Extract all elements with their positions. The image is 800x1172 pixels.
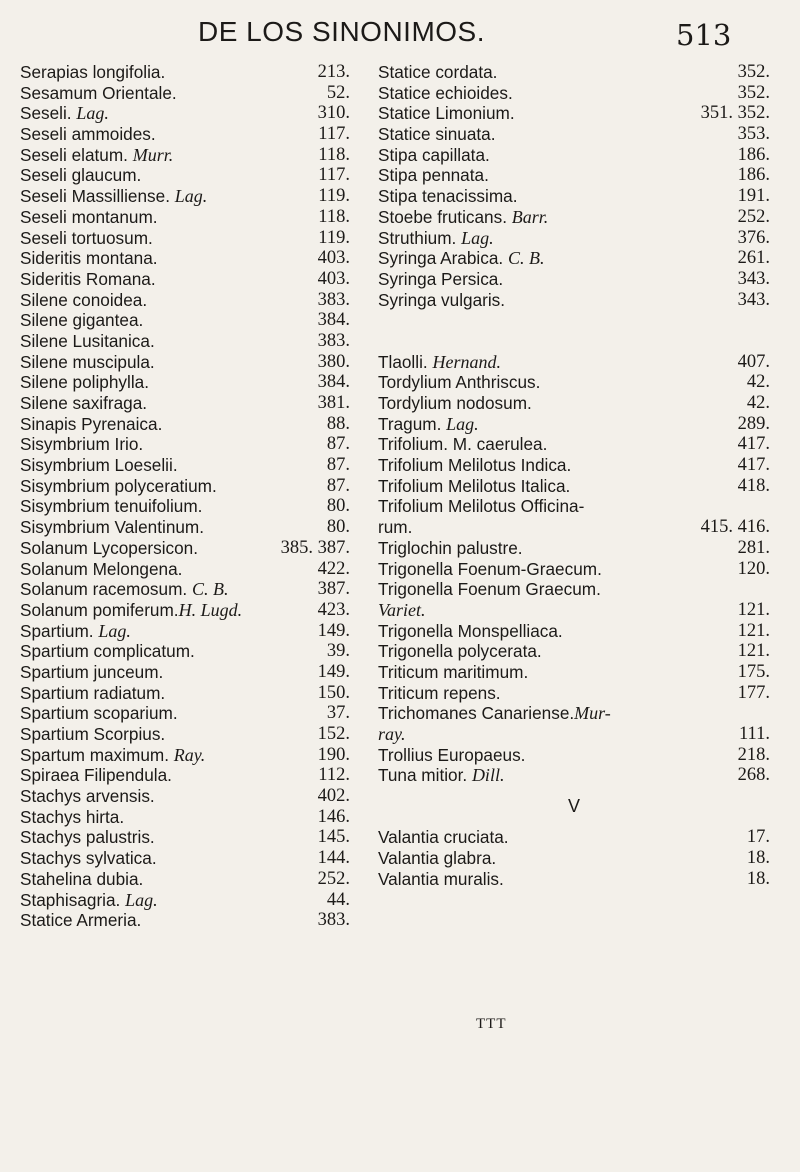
- index-entry: [378, 641, 770, 662]
- entry-name: Solanum racemosum. C. B.: [20, 579, 229, 600]
- entry-name: Staphisagria. Lag.: [20, 889, 158, 910]
- entry-page: 186.: [737, 144, 770, 165]
- index-entry: [378, 228, 770, 249]
- entry-name: Sisymbrium polyceratium.: [20, 475, 217, 496]
- entry-name: Seseli. Lag.: [20, 103, 109, 124]
- entry-name: Seseli glaucum.: [20, 165, 142, 186]
- entry-author: Mur-: [574, 703, 611, 724]
- index-entry: [20, 165, 350, 186]
- entry-page: 175.: [737, 661, 770, 682]
- entry-name: Seseli Massilliense. Lag.: [20, 186, 208, 207]
- index-entry: [378, 683, 770, 704]
- entry-page: 150.: [317, 682, 350, 703]
- entry-name: Silene poliphylla.: [20, 372, 149, 393]
- index-entry: [378, 83, 770, 104]
- entry-page: 186.: [737, 165, 770, 186]
- index-entry: [20, 228, 350, 249]
- entry-author: C. B.: [191, 579, 229, 600]
- entry-name: Stachys hirta.: [20, 806, 125, 827]
- index-entry: [20, 848, 350, 869]
- index-entry: [20, 600, 350, 621]
- entry-page: 149.: [317, 661, 350, 682]
- index-entry: [20, 765, 350, 786]
- entry-name: Stipa capillata.: [378, 144, 490, 165]
- entry-page: 88.: [326, 413, 350, 434]
- entry-name: Sideritis montana.: [20, 248, 158, 269]
- index-entry: [378, 269, 770, 290]
- entry-name: Seseli montanum.: [20, 206, 158, 227]
- entry-name: Solanum Melongena.: [20, 558, 183, 579]
- entry-author: Lag.: [125, 889, 158, 910]
- entry-page: 268.: [737, 765, 770, 786]
- index-entry: [20, 910, 350, 931]
- index-entry: [20, 290, 350, 311]
- entry-name: Solanum Lycopersicon.: [20, 537, 199, 558]
- entry-name: Trigonella Foenum-Graecum.: [378, 558, 602, 579]
- entry-name: Sideritis Romana.: [20, 268, 156, 289]
- signature-mark: TTT: [476, 1016, 507, 1032]
- index-entry: [20, 703, 350, 724]
- entry-author: Lag.: [98, 620, 131, 641]
- entry-name: Valantia glabra.: [378, 848, 497, 869]
- right-column: [378, 62, 770, 890]
- entry-page: 42.: [746, 393, 770, 414]
- entry-page: 152.: [317, 724, 350, 744]
- entry-page: 18.: [746, 868, 770, 889]
- entry-page: 149.: [317, 620, 350, 641]
- index-entry: [378, 290, 770, 311]
- right-section-t: [378, 352, 770, 786]
- entry-page: 37.: [326, 703, 350, 724]
- entry-page: 80.: [326, 517, 350, 538]
- entry-name: Spartium. Lag.: [20, 620, 131, 641]
- entry-name: Trifolium Melilotus Italica.: [378, 475, 571, 496]
- entry-page: 422.: [317, 558, 350, 579]
- entry-page: 384.: [317, 372, 350, 393]
- index-entry: [378, 745, 770, 766]
- index-entry: [378, 124, 770, 145]
- entry-page: 380.: [317, 351, 350, 372]
- entry-page: 252.: [737, 206, 770, 227]
- index-entry: [378, 103, 770, 124]
- entry-page: 289.: [737, 413, 770, 434]
- index-entry: [20, 496, 350, 517]
- index-entry: [378, 848, 770, 869]
- entry-name: Solanum pomiferum.H. Lugd.: [20, 599, 243, 620]
- entry-page: 119.: [318, 186, 350, 207]
- entry-name: Tragum. Lag.: [378, 413, 479, 434]
- entry-name: Statice echioides.: [378, 82, 513, 103]
- index-entry: [378, 703, 770, 724]
- entry-page: 121.: [737, 599, 770, 620]
- entry-name: Silene muscipula.: [20, 351, 155, 372]
- index-entry: [378, 165, 770, 186]
- entry-page: 423.: [317, 599, 350, 620]
- entry-name: Silene gigantea.: [20, 310, 144, 331]
- index-entry: [20, 62, 350, 83]
- page-title: DE LOS SINONIMOS.: [198, 16, 485, 47]
- entry-name: Sisymbrium Valentinum.: [20, 517, 205, 538]
- index-entry: [20, 476, 350, 497]
- index-entry: [20, 641, 350, 662]
- entry-name: Statice Limonium.: [378, 103, 515, 124]
- entry-author: Murr.: [132, 144, 174, 165]
- index-entry: [20, 745, 350, 766]
- entry-name: [378, 724, 406, 745]
- index-entry: [20, 186, 350, 207]
- index-entry: [378, 476, 770, 497]
- entry-name: Spartium radiatum.: [20, 682, 166, 703]
- entry-name: Stachys palustris.: [20, 827, 155, 848]
- page-header: [0, 8, 800, 52]
- entry-name: Triticum maritimum.: [378, 661, 529, 682]
- index-entry: [20, 517, 350, 538]
- entry-page: 177.: [737, 682, 770, 703]
- entry-page: 381.: [317, 393, 350, 413]
- index-entry: [378, 62, 770, 83]
- entry-page: 415. 416.: [700, 517, 770, 538]
- entry-page: 218.: [737, 744, 770, 765]
- section-letter-v: V: [567, 796, 580, 817]
- entry-page: 39.: [326, 641, 350, 662]
- index-entry: [20, 869, 350, 890]
- index-entry: [20, 827, 350, 848]
- entry-author: C. B.: [507, 248, 545, 269]
- entry-name: Sinapis Pyrenaica.: [20, 413, 163, 434]
- index-entry: [378, 414, 770, 435]
- entry-name: rum.: [378, 517, 413, 538]
- entry-name: Trifolium Melilotus Officina-: [378, 496, 585, 517]
- entry-name: Syringa Persica.: [378, 268, 504, 289]
- entry-page: 118.: [318, 144, 350, 165]
- entry-name: Sisymbrium tenuifolium.: [20, 496, 203, 517]
- entry-author: Hernand.: [432, 351, 501, 372]
- entry-name: Trichomanes Canariense.Mur-: [378, 703, 611, 724]
- index-entry: [378, 393, 770, 414]
- entry-name: Sisymbrium Loeselii.: [20, 455, 178, 476]
- entry-page: 387.: [317, 579, 350, 600]
- index-entry: [20, 434, 350, 455]
- entry-name: Sisymbrium Irio.: [20, 434, 144, 455]
- entry-author: Ray.: [173, 744, 206, 765]
- entry-page: 121.: [737, 641, 770, 662]
- entry-name: Triticum repens.: [378, 682, 501, 703]
- entry-page: 384.: [317, 310, 350, 331]
- page-number: 513: [676, 18, 732, 52]
- index-entry: [378, 496, 770, 517]
- entry-page: 403.: [317, 248, 350, 269]
- entry-page: 119.: [318, 227, 350, 248]
- entry-name: Tordylium Anthriscus.: [378, 372, 541, 393]
- entry-name: Stoebe fruticans. Barr.: [378, 206, 549, 227]
- index-entry: [378, 765, 770, 786]
- index-entry: [20, 662, 350, 683]
- entry-page: 213.: [317, 62, 350, 82]
- entry-page: 383.: [317, 289, 350, 310]
- entry-page: 343.: [737, 268, 770, 289]
- index-entry: [378, 248, 770, 269]
- entry-author: Lag.: [76, 103, 109, 124]
- entry-page: 352.: [737, 62, 770, 82]
- entry-page: 418.: [737, 475, 770, 496]
- index-entry: [20, 807, 350, 828]
- left-column: [20, 62, 350, 931]
- index-entry: [378, 869, 770, 890]
- index-entry: [20, 103, 350, 124]
- index-entry: [378, 434, 770, 455]
- entry-name: Tlaolli. Hernand.: [378, 351, 501, 372]
- index-entry: [378, 186, 770, 207]
- entry-name: Struthium. Lag.: [378, 227, 494, 248]
- entry-name: [378, 600, 426, 621]
- entry-page: 417.: [737, 455, 770, 476]
- entry-name: Tuna mitior. Dill.: [378, 765, 505, 786]
- entry-page: 403.: [317, 268, 350, 289]
- entry-page: 42.: [746, 372, 770, 393]
- right-section-s: [378, 62, 770, 310]
- entry-name: Valantia cruciata.: [378, 827, 509, 848]
- entry-page: 383.: [317, 330, 350, 351]
- entry-name: Syringa vulgaris.: [378, 289, 506, 310]
- entry-name: Trigonella polycerata.: [378, 641, 542, 662]
- index-entry: [20, 207, 350, 228]
- entry-page: 417.: [737, 434, 770, 455]
- entry-name: Stipa tenacissima.: [378, 186, 518, 207]
- entry-page: 343.: [737, 289, 770, 310]
- index-entry: [378, 662, 770, 683]
- entry-page: 281.: [737, 537, 770, 558]
- entry-name: Trollius Europaeus.: [378, 744, 526, 765]
- entry-name: Stahelina dubia.: [20, 868, 144, 889]
- entry-page: 17.: [746, 827, 770, 848]
- index-entry: [378, 559, 770, 580]
- entry-name: Seseli elatum. Murr.: [20, 144, 174, 165]
- entry-name: Spartium junceum.: [20, 661, 164, 682]
- entry-name: Trifolium Melilotus Indica.: [378, 455, 572, 476]
- entry-page: 118.: [318, 206, 350, 227]
- entry-name: Syringa Arabica. C. B.: [378, 248, 545, 269]
- entry-name: Trigonella Monspelliaca.: [378, 620, 563, 641]
- entry-name: Silene conoidea.: [20, 289, 148, 310]
- index-entry: [20, 786, 350, 807]
- entry-name: Seseli tortuosum.: [20, 227, 153, 248]
- index-entry: [378, 621, 770, 642]
- section-gap: [378, 310, 770, 351]
- entry-page: 87.: [326, 455, 350, 476]
- entry-page: 352.: [737, 82, 770, 103]
- entry-name: Silene saxifraga.: [20, 393, 148, 413]
- index-entry: [20, 310, 350, 331]
- entry-name: Serapias longifolia.: [20, 62, 166, 82]
- entry-author: Lag.: [174, 186, 208, 207]
- entry-page: 353.: [737, 124, 770, 145]
- index-entry: [20, 538, 350, 559]
- index-entry: [378, 145, 770, 166]
- index-entry: [20, 372, 350, 393]
- index-entry: [20, 269, 350, 290]
- entry-name: Valantia muralis.: [378, 868, 504, 889]
- entry-name: Spartium scoparium.: [20, 703, 178, 724]
- entry-page: 376.: [737, 227, 770, 248]
- entry-author: Barr.: [511, 206, 549, 227]
- entry-page: 44.: [326, 889, 350, 910]
- entry-page: 112.: [318, 765, 350, 786]
- entry-page: 261.: [737, 248, 770, 269]
- index-entry: [378, 538, 770, 559]
- entry-page: 52.: [326, 82, 350, 103]
- entry-page: 117.: [318, 165, 350, 186]
- entry-page: 144.: [317, 848, 350, 869]
- index-entry: [378, 352, 770, 373]
- entry-page: 191.: [737, 186, 770, 207]
- entry-name: Statice cordata.: [378, 62, 498, 82]
- index-entry: [20, 559, 350, 580]
- index-entry: [20, 393, 350, 414]
- entry-page: 402.: [317, 786, 350, 807]
- entry-name: Sesamum Orientale.: [20, 82, 177, 103]
- index-entry: [20, 83, 350, 104]
- entry-page: 310.: [317, 103, 350, 124]
- entry-author: H. Lugd.: [178, 599, 243, 620]
- entry-author: Lag.: [461, 227, 494, 248]
- index-entry: [20, 890, 350, 911]
- entry-author: Variet.: [378, 599, 426, 620]
- index-entry: [20, 414, 350, 435]
- entry-page: 351. 352.: [700, 103, 770, 124]
- entry-page: 117.: [318, 124, 350, 145]
- index-entry: [20, 579, 350, 600]
- index-entry: [378, 579, 770, 600]
- index-entry: [378, 207, 770, 228]
- right-section-v: [378, 827, 770, 889]
- entry-page: 111.: [738, 724, 770, 745]
- index-entry: [378, 372, 770, 393]
- entry-name: Statice sinuata.: [378, 124, 496, 145]
- entry-name: Spiraea Filipendula.: [20, 765, 172, 786]
- entry-page: 252.: [317, 868, 350, 889]
- index-entry: [20, 455, 350, 476]
- entry-page: 80.: [326, 496, 350, 517]
- entry-name: Seseli ammoides.: [20, 124, 156, 145]
- entry-name: Spartium complicatum.: [20, 641, 195, 662]
- entry-page: 87.: [326, 434, 350, 455]
- index-entry: [20, 331, 350, 352]
- entry-page: 385. 387.: [280, 537, 350, 558]
- entry-page: 87.: [326, 475, 350, 496]
- entry-name: Stachys arvensis.: [20, 786, 155, 807]
- entry-name: Trigonella Foenum Graecum.: [378, 579, 601, 600]
- index-entry: [378, 724, 770, 745]
- index-entry: [378, 600, 770, 621]
- entry-page: 383.: [317, 910, 350, 931]
- index-entry: [20, 248, 350, 269]
- entry-page: 146.: [317, 806, 350, 827]
- entry-author: Lag.: [446, 413, 479, 434]
- entry-name: Trifolium. M. caerulea.: [378, 434, 548, 455]
- entry-page: 120.: [737, 558, 770, 579]
- index-entry: [378, 517, 770, 538]
- entry-page: 18.: [746, 848, 770, 869]
- index-entry: [20, 352, 350, 373]
- index-entry: [20, 683, 350, 704]
- entry-page: 145.: [317, 827, 350, 848]
- entry-page: 190.: [317, 744, 350, 765]
- entry-name: Spartum maximum. Ray.: [20, 744, 206, 765]
- entry-name: Silene Lusitanica.: [20, 330, 155, 351]
- entry-page: 121.: [737, 620, 770, 641]
- entry-page: 407.: [737, 351, 770, 372]
- entry-name: Statice Armeria.: [20, 910, 142, 931]
- index-entry: [378, 455, 770, 476]
- entry-name: Tordylium nodosum.: [378, 393, 532, 414]
- entry-name: Spartium Scorpius.: [20, 724, 166, 744]
- index-entry: [20, 621, 350, 642]
- entry-author: ray.: [378, 724, 406, 745]
- entry-name: Stipa pennata.: [378, 165, 489, 186]
- entry-name: Triglochin palustre.: [378, 537, 523, 558]
- entry-author: Dill.: [471, 765, 505, 786]
- index-entry: [378, 827, 770, 848]
- entry-name: Stachys sylvatica.: [20, 848, 157, 869]
- index-entry: [20, 724, 350, 745]
- index-entry: [20, 145, 350, 166]
- index-entry: [20, 124, 350, 145]
